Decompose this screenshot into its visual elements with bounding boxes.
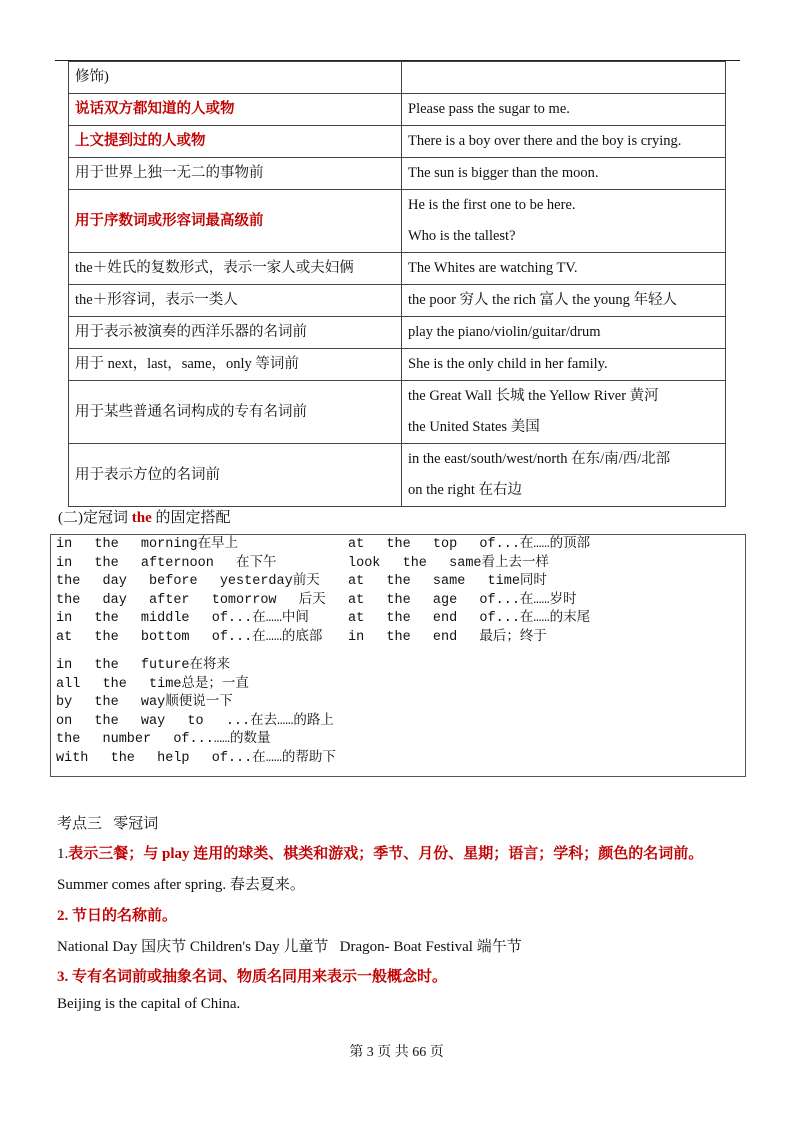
usage-cell: the＋姓氏的复数形式，表示一家人或夫妇俩 bbox=[69, 253, 402, 285]
table-row bbox=[69, 94, 726, 126]
example-line: There is a boy over there and the boy is crying. bbox=[408, 133, 682, 149]
phrase: at the same time同时 bbox=[348, 574, 547, 589]
phrase-row bbox=[56, 610, 591, 628]
example-cell bbox=[402, 158, 726, 190]
usage-cell: 用于 next，last，same，only 等词前 bbox=[69, 349, 402, 381]
phrase-row bbox=[56, 555, 550, 573]
example-cell bbox=[402, 349, 726, 381]
example-line: The sun is bigger than the moon. bbox=[408, 165, 599, 181]
table-row bbox=[69, 126, 726, 158]
usage-cell: 上文提到过的人或物 bbox=[69, 126, 402, 158]
example-cell bbox=[402, 285, 726, 317]
table-row bbox=[69, 253, 726, 285]
zero-article-heading: 考点三 零冠词 bbox=[57, 816, 159, 832]
phrase: at the bottom of...在……的底部 bbox=[56, 629, 323, 645]
phrase-row bbox=[56, 592, 577, 610]
fixed-phrases-box bbox=[50, 534, 746, 777]
table-row bbox=[69, 317, 726, 349]
section-prefix: (二)定冠词 bbox=[58, 510, 132, 526]
phrase: the day before yesterday前天 bbox=[56, 574, 320, 589]
example-cell bbox=[402, 317, 726, 349]
rule-1-number: 1. bbox=[57, 846, 69, 862]
usage-cell: the＋形容词，表示一类人 bbox=[69, 285, 402, 317]
example-line: the United States 美国 bbox=[408, 419, 540, 435]
table-row bbox=[69, 285, 726, 317]
example-line: Who is the tallest? bbox=[408, 228, 516, 244]
table-row bbox=[69, 381, 726, 444]
usage-cell: 说话双方都知道的人或物 bbox=[69, 94, 402, 126]
example-cell bbox=[402, 62, 726, 94]
phrase: in the afternoon 在下午 bbox=[56, 555, 277, 571]
phrase: at the age of...在……岁时 bbox=[348, 592, 577, 608]
phrase-row bbox=[56, 573, 547, 591]
example-line: play the piano/violin/guitar/drum bbox=[408, 324, 601, 340]
example-cell bbox=[402, 126, 726, 158]
phrase: look the same看上去一样 bbox=[348, 555, 550, 571]
usage-cell: 用于某些普通名词构成的专有名词前 bbox=[69, 381, 402, 444]
phrase: the number of...……的数量 bbox=[56, 732, 271, 747]
usage-cell: 修饰) bbox=[69, 62, 402, 94]
phrase: the day after tomorrow 后天 bbox=[56, 592, 326, 608]
phrase: all the time总是；一直 bbox=[56, 676, 249, 692]
example-3: Beijing is the capital of China. bbox=[57, 996, 241, 1012]
table-row bbox=[69, 190, 726, 253]
example-cell bbox=[402, 253, 726, 285]
usage-cell: 用于世界上独一无二的事物前 bbox=[69, 158, 402, 190]
example-cell bbox=[402, 190, 726, 253]
phrase: at the end of...在……的末尾 bbox=[348, 611, 591, 626]
phrase: at the top of...在……的顶部 bbox=[348, 537, 591, 552]
phrase: in the middle of...在……中间 bbox=[56, 611, 309, 626]
page-number: 第 3 页 共 66 页 bbox=[349, 1045, 444, 1060]
example-cell bbox=[402, 94, 726, 126]
example-line: on the right 在右边 bbox=[408, 482, 522, 498]
example-line bbox=[408, 62, 719, 93]
rule-2: 2. 节日的名称前。 bbox=[57, 908, 178, 924]
example-2: National Day 国庆节 Children's Day 儿童节 Dragon- Boat Festival 端午节 bbox=[57, 939, 522, 955]
example-line: He is the first one to be here. bbox=[408, 197, 576, 213]
phrase: in the end 最后；终于 bbox=[348, 629, 547, 645]
section-suffix: 的固定搭配 bbox=[151, 510, 231, 526]
example-line: the Great Wall 长城 the Yellow River 黄河 bbox=[408, 388, 659, 404]
example-line: She is the only child in her family. bbox=[408, 356, 608, 372]
rule-1 bbox=[57, 842, 703, 863]
usage-cell: 用于表示被演奏的西洋乐器的名词前 bbox=[69, 317, 402, 349]
example-cell bbox=[402, 381, 726, 444]
phrase: with the help of...在……的帮助下 bbox=[56, 750, 336, 766]
example-1: Summer comes after spring. 春去夏来。 bbox=[57, 877, 305, 893]
table-row bbox=[69, 444, 726, 507]
example-line: the poor 穷人 the rich 富人 the young 年轻人 bbox=[408, 292, 678, 308]
usage-cell: 用于表示方位的名词前 bbox=[69, 444, 402, 507]
usage-cell: 用于序数词或形容词最高级前 bbox=[69, 190, 402, 253]
table-row bbox=[69, 349, 726, 381]
rule-3: 3. 专有名词前或抽象名词、物质名同用来表示一般概念时。 bbox=[57, 969, 448, 985]
phrase: in the morning在早上 bbox=[56, 537, 239, 552]
table-row bbox=[69, 62, 726, 94]
definite-article-usage-table bbox=[68, 61, 726, 507]
table-row bbox=[69, 158, 726, 190]
example-line: Please pass the sugar to me. bbox=[408, 101, 570, 117]
phrase: by the way顺便说一下 bbox=[56, 695, 233, 710]
rule-1-text: 表示三餐；与 play 连用的球类、棋类和游戏；季节、月份、星期；语言；学科；颜色的名词前。 bbox=[68, 846, 704, 862]
phrase-row bbox=[56, 536, 591, 554]
example-line: The Whites are watching TV. bbox=[408, 260, 578, 276]
section-heading bbox=[58, 506, 231, 527]
example-cell bbox=[402, 444, 726, 507]
example-line: in the east/south/west/north 在东/南/西/北部 bbox=[408, 451, 671, 467]
phrase: on the way to ...在去……的路上 bbox=[56, 713, 334, 729]
phrase-row bbox=[56, 629, 547, 647]
section-keyword: the bbox=[131, 510, 152, 526]
phrase: in the future在将来 bbox=[56, 658, 231, 673]
